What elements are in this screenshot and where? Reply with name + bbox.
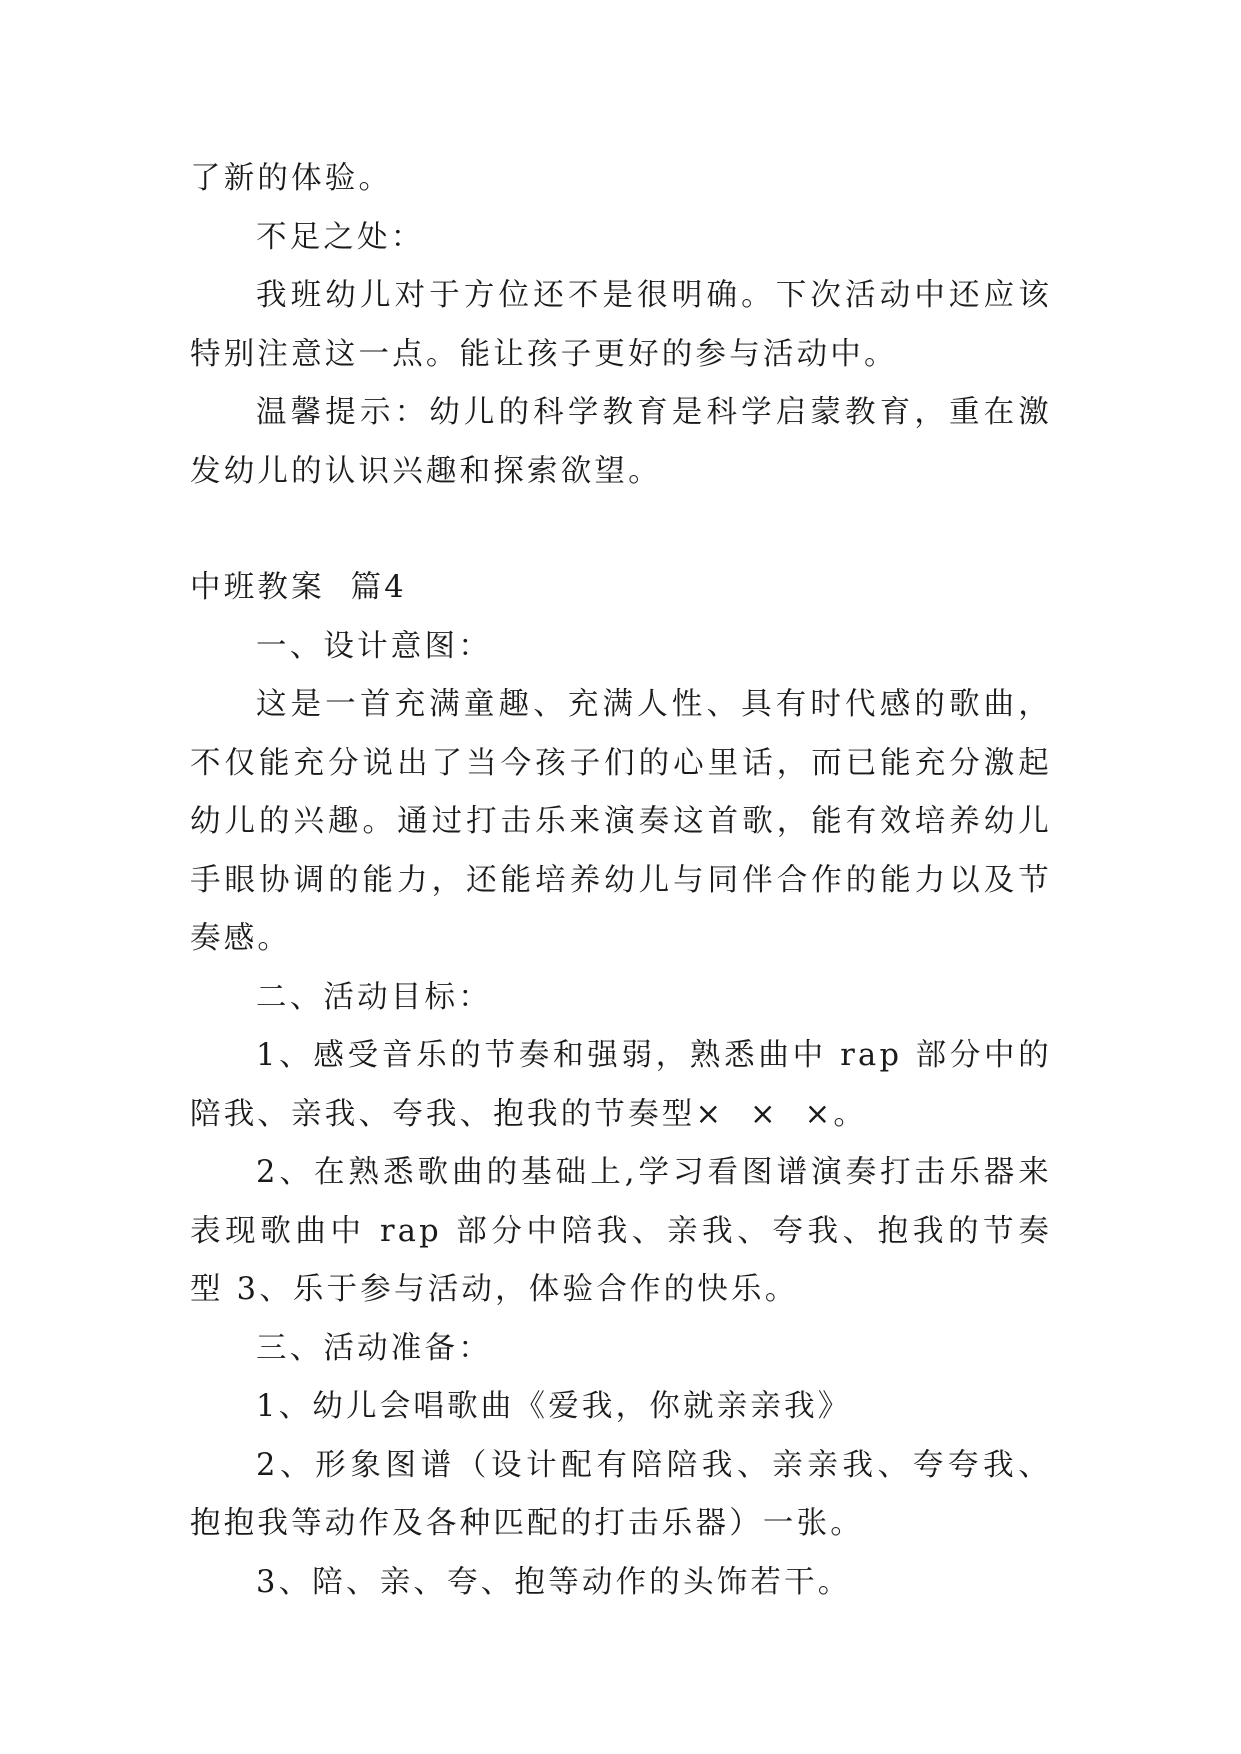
lesson-title: 中班教案 篇4 <box>190 570 407 605</box>
goal-item-2: 2、在熟悉歌曲的基础上,学习看图谱演奏打击乐器来表现歌曲中 rap 部分中陪我、亲我、夸我、抱我的节奏型 3、乐于参与活动，体验合作的快乐。 <box>190 1155 1052 1307</box>
document-page <box>190 150 1052 1612</box>
section-preparation-heading: 三、活动准备： <box>256 1330 492 1366</box>
preparation-item-3: 3、陪、亲、夸、抱等动作的头饰若干。 <box>256 1564 852 1600</box>
section-goals-heading: 二、活动目标： <box>256 979 492 1015</box>
preparation-item-1: 1、幼儿会唱歌曲《爱我，你就亲亲我》 <box>256 1389 852 1424</box>
paragraph-continuation: 了新的体验。 <box>190 161 393 196</box>
section-design-intent-body: 这是一首充满童趣、充满人性、具有时代感的歌曲，不仅能充分说出了当今孩子们的心里话，而已能充分激起幼儿的兴趣。通过打击乐来演奏这首歌，能有效培养幼儿手眼协调的能力，还能培养幼儿与同伴合作的能力以及节奏感。 <box>190 687 1052 956</box>
tip-paragraph: 温馨提示：幼儿的科学教育是科学启蒙教育，重在激发幼儿的认识兴趣和探索欲望。 <box>190 395 1052 489</box>
shortcomings-heading: 不足之处： <box>256 219 425 255</box>
goal-item-1: 1、感受音乐的节奏和强弱，熟悉曲中 rap 部分中的陪我、亲我、夸我、抱我的节奏型× × ×。 <box>190 1038 1052 1132</box>
shortcomings-paragraph: 我班幼儿对于方位还不是很明确。下次活动中还应该特别注意这一点。能让孩子更好的参与活动中。 <box>190 278 1052 372</box>
section-design-intent-heading: 一、设计意图： <box>256 628 492 664</box>
preparation-item-2: 2、形象图谱（设计配有陪陪我、亲亲我、夸夸我、抱抱我等动作及各种匹配的打击乐器）一张。 <box>190 1447 1052 1541</box>
